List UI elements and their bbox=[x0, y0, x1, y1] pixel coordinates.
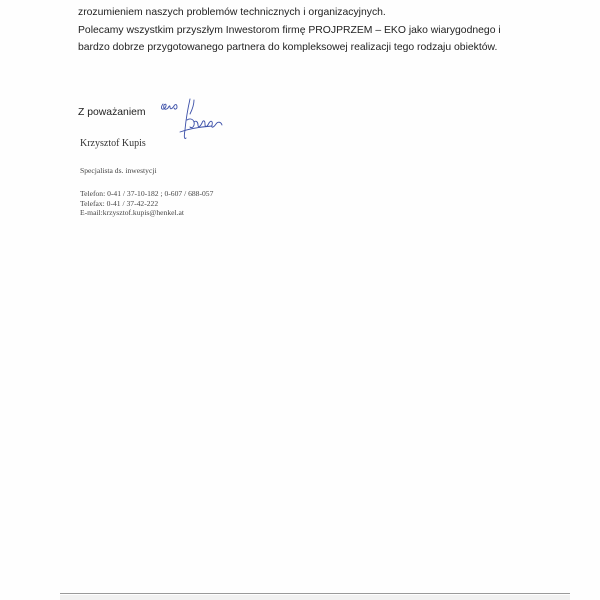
page-bottom-edge bbox=[60, 595, 570, 600]
signer-name: Krzysztof Kupis bbox=[80, 138, 146, 149]
handwritten-signature-icon bbox=[150, 96, 230, 154]
contact-phone: Telefon: 0-41 / 37-10-182 ; 0-607 / 688-057 bbox=[80, 189, 214, 198]
body-paragraph-line-3: bardzo dobrze przygotowanego partnera do kompleksowej realizacji tego rodzaju obiektów. bbox=[78, 42, 498, 53]
signer-title: Specjalista ds. inwestycji bbox=[80, 166, 157, 175]
body-paragraph-line-1: zrozumieniem naszych problemów technicznych i organizacyjnych. bbox=[78, 7, 386, 18]
contact-email: E-mail:krzysztof.kupis@henkel.at bbox=[80, 208, 184, 218]
body-paragraph-line-2: Polecamy wszystkim przyszłym Inwestorom firmę PROJPRZEM – EKO jako wiarygodnego i bbox=[78, 25, 501, 36]
closing-salutation: Z poważaniem bbox=[78, 107, 146, 118]
contact-fax: Telefax: 0-41 / 37-42-222 bbox=[80, 198, 159, 208]
page-bottom-divider bbox=[60, 593, 570, 594]
contact-block bbox=[80, 189, 213, 218]
